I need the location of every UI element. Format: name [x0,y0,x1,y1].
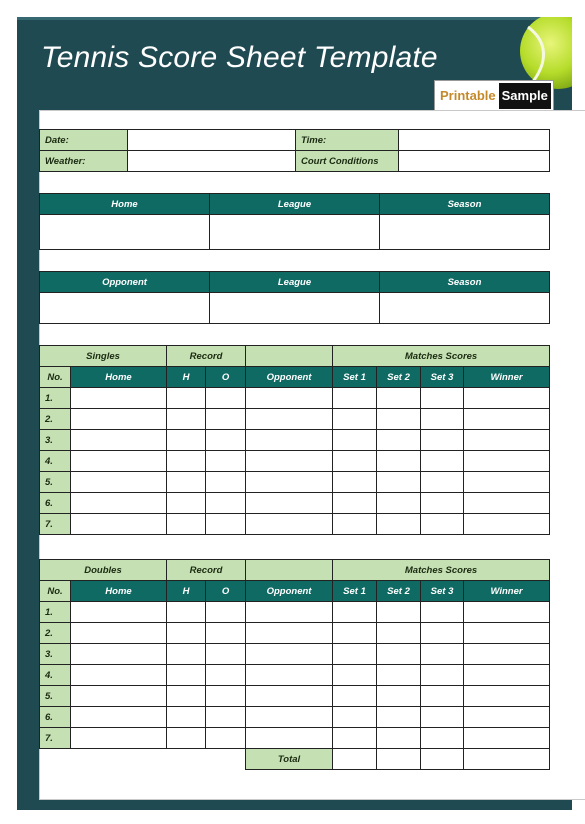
row-number: 1. [40,388,71,409]
winner-cell[interactable] [464,686,550,707]
logo-text-printable: Printable [437,83,499,109]
set2-cell[interactable] [377,728,421,749]
doubles-blank-group [246,560,333,581]
set2-cell[interactable] [377,409,421,430]
row-number: 5. [40,686,71,707]
o-cell[interactable] [206,451,246,472]
set1-cell[interactable] [333,430,377,451]
home-cell[interactable] [71,665,167,686]
singles-table [39,345,550,535]
opponent-league-field[interactable] [210,293,380,324]
row-number: 2. [40,409,71,430]
h-cell[interactable] [167,686,206,707]
singles-winner-header: Winner [464,367,550,388]
row-number: 4. [40,451,71,472]
opponent-cell[interactable] [246,451,333,472]
total-row [40,749,550,770]
h-cell[interactable] [167,388,206,409]
winner-cell[interactable] [464,409,550,430]
row-number: 6. [40,707,71,728]
winner-cell[interactable] [464,623,550,644]
home-league-table [39,193,550,250]
table-row [40,514,550,535]
winner-cell[interactable] [464,602,550,623]
set1-cell[interactable] [333,514,377,535]
total-set3-cell[interactable] [421,749,464,770]
weather-field[interactable] [128,151,296,172]
set2-cell[interactable] [377,623,421,644]
opponent-cell[interactable] [246,623,333,644]
set3-cell[interactable] [421,707,464,728]
set2-cell[interactable] [377,430,421,451]
o-cell[interactable] [206,472,246,493]
opponent-cell[interactable] [246,430,333,451]
doubles-o-header: O [206,581,246,602]
h-cell[interactable] [167,707,206,728]
winner-cell[interactable] [464,451,550,472]
home-cell[interactable] [71,644,167,665]
doubles-set1-header: Set 1 [333,581,377,602]
h-cell[interactable] [167,409,206,430]
set3-cell[interactable] [421,514,464,535]
set1-cell[interactable] [333,644,377,665]
set1-cell[interactable] [333,472,377,493]
home-league-field[interactable] [210,215,380,250]
table-row [40,602,550,623]
table-row [40,472,550,493]
singles-o-header: O [206,367,246,388]
singles-set1-header: Set 1 [333,367,377,388]
singles-opponent-header: Opponent [246,367,333,388]
set2-cell[interactable] [377,644,421,665]
h-cell[interactable] [167,493,206,514]
table-row [40,665,550,686]
set3-cell[interactable] [421,430,464,451]
date-label: Date: [40,130,128,151]
home-cell[interactable] [71,623,167,644]
doubles-group-label: Doubles [40,560,167,581]
table-row [40,493,550,514]
set2-cell[interactable] [377,514,421,535]
table-row [40,644,550,665]
h-cell[interactable] [167,430,206,451]
set2-cell[interactable] [377,493,421,514]
o-cell[interactable] [206,665,246,686]
printable-sample-logo [435,81,553,111]
o-cell[interactable] [206,707,246,728]
time-field[interactable] [399,130,550,151]
opponent-season-header: Season [380,272,550,293]
doubles-set2-header: Set 2 [377,581,421,602]
home-cell[interactable] [71,728,167,749]
opponent-cell[interactable] [246,707,333,728]
row-number: 2. [40,623,71,644]
set1-cell[interactable] [333,728,377,749]
table-row [40,623,550,644]
time-label: Time: [296,130,399,151]
singles-home-header: Home [71,367,167,388]
doubles-record-label: Record [167,560,246,581]
set1-cell[interactable] [333,686,377,707]
o-cell[interactable] [206,728,246,749]
set1-cell[interactable] [333,623,377,644]
home-cell[interactable] [71,602,167,623]
court-conditions-field[interactable] [399,151,550,172]
table-row [40,409,550,430]
opponent-league-table [39,271,550,324]
home-cell[interactable] [71,388,167,409]
row-number: 3. [40,644,71,665]
opponent-cell[interactable] [246,514,333,535]
singles-h-header: H [167,367,206,388]
singles-matches-scores-label: Matches Scores [333,346,550,367]
opponent-header: Opponent [40,272,210,293]
o-cell[interactable] [206,409,246,430]
total-set2-cell[interactable] [377,749,421,770]
set2-cell[interactable] [377,665,421,686]
opponent-field[interactable] [40,293,210,324]
winner-cell[interactable] [464,514,550,535]
table-row [40,430,550,451]
h-cell[interactable] [167,451,206,472]
set1-cell[interactable] [333,493,377,514]
opponent-league-header: League [210,272,380,293]
set1-cell[interactable] [333,602,377,623]
doubles-table [39,559,550,770]
home-cell[interactable] [71,472,167,493]
home-cell[interactable] [71,451,167,472]
set3-cell[interactable] [421,623,464,644]
row-number: 7. [40,514,71,535]
table-row [40,451,550,472]
total-winner-cell[interactable] [464,749,550,770]
home-cell[interactable] [71,514,167,535]
set1-cell[interactable] [333,665,377,686]
set3-cell[interactable] [421,644,464,665]
opponent-cell[interactable] [246,644,333,665]
set2-cell[interactable] [377,686,421,707]
set3-cell[interactable] [421,686,464,707]
doubles-matches-scores-label: Matches Scores [333,560,550,581]
set1-cell[interactable] [333,388,377,409]
table-row [40,707,550,728]
singles-set3-header: Set 3 [421,367,464,388]
h-cell[interactable] [167,514,206,535]
set2-cell[interactable] [377,472,421,493]
row-number: 5. [40,472,71,493]
frame-top-strip [17,17,572,20]
set3-cell[interactable] [421,602,464,623]
winner-cell[interactable] [464,430,550,451]
h-cell[interactable] [167,728,206,749]
row-number: 7. [40,728,71,749]
home-field[interactable] [40,215,210,250]
logo-text-sample: Sample [499,83,551,109]
set3-cell[interactable] [421,665,464,686]
singles-blank-group [246,346,333,367]
home-cell[interactable] [71,409,167,430]
o-cell[interactable] [206,430,246,451]
opponent-cell[interactable] [246,728,333,749]
home-cell[interactable] [71,686,167,707]
row-number: 6. [40,493,71,514]
table-row [40,686,550,707]
winner-cell[interactable] [464,644,550,665]
league-header: League [210,194,380,215]
winner-cell[interactable] [464,707,550,728]
singles-no-header: No. [40,367,71,388]
home-header: Home [40,194,210,215]
set3-cell[interactable] [421,472,464,493]
o-cell[interactable] [206,493,246,514]
total-set1-cell[interactable] [333,749,377,770]
total-row-spacer [40,749,246,770]
opponent-cell[interactable] [246,665,333,686]
doubles-opponent-header: Opponent [246,581,333,602]
set3-cell[interactable] [421,451,464,472]
opponent-cell[interactable] [246,472,333,493]
set3-cell[interactable] [421,493,464,514]
set1-cell[interactable] [333,451,377,472]
total-label: Total [246,749,333,770]
doubles-no-header: No. [40,581,71,602]
doubles-winner-header: Winner [464,581,550,602]
doubles-set3-header: Set 3 [421,581,464,602]
winner-cell[interactable] [464,493,550,514]
winner-cell[interactable] [464,665,550,686]
o-cell[interactable] [206,514,246,535]
h-cell[interactable] [167,472,206,493]
singles-record-label: Record [167,346,246,367]
singles-set2-header: Set 2 [377,367,421,388]
winner-cell[interactable] [464,388,550,409]
doubles-h-header: H [167,581,206,602]
opponent-cell[interactable] [246,602,333,623]
set3-cell[interactable] [421,388,464,409]
set3-cell[interactable] [421,409,464,430]
opponent-cell[interactable] [246,388,333,409]
home-cell[interactable] [71,493,167,514]
o-cell[interactable] [206,623,246,644]
o-cell[interactable] [206,686,246,707]
row-number: 4. [40,665,71,686]
date-field[interactable] [128,130,296,151]
weather-label: Weather: [40,151,128,172]
set2-cell[interactable] [377,388,421,409]
h-cell[interactable] [167,623,206,644]
h-cell[interactable] [167,602,206,623]
opponent-cell[interactable] [246,409,333,430]
singles-group-label: Singles [40,346,167,367]
set1-cell[interactable] [333,409,377,430]
winner-cell[interactable] [464,472,550,493]
set2-cell[interactable] [377,707,421,728]
set2-cell[interactable] [377,451,421,472]
h-cell[interactable] [167,665,206,686]
opponent-season-field[interactable] [380,293,550,324]
home-season-field[interactable] [380,215,550,250]
table-row [40,388,550,409]
table-row [40,728,550,749]
season-header: Season [380,194,550,215]
set3-cell[interactable] [421,728,464,749]
opponent-cell[interactable] [246,686,333,707]
home-cell[interactable] [71,430,167,451]
set1-cell[interactable] [333,707,377,728]
o-cell[interactable] [206,602,246,623]
h-cell[interactable] [167,644,206,665]
page-title: Tennis Score Sheet Template [41,41,438,74]
opponent-cell[interactable] [246,493,333,514]
home-cell[interactable] [71,707,167,728]
set2-cell[interactable] [377,602,421,623]
row-number: 3. [40,430,71,451]
o-cell[interactable] [206,644,246,665]
info-table [39,129,550,172]
court-conditions-label: Court Conditions [296,151,399,172]
o-cell[interactable] [206,388,246,409]
row-number: 1. [40,602,71,623]
winner-cell[interactable] [464,728,550,749]
doubles-home-header: Home [71,581,167,602]
